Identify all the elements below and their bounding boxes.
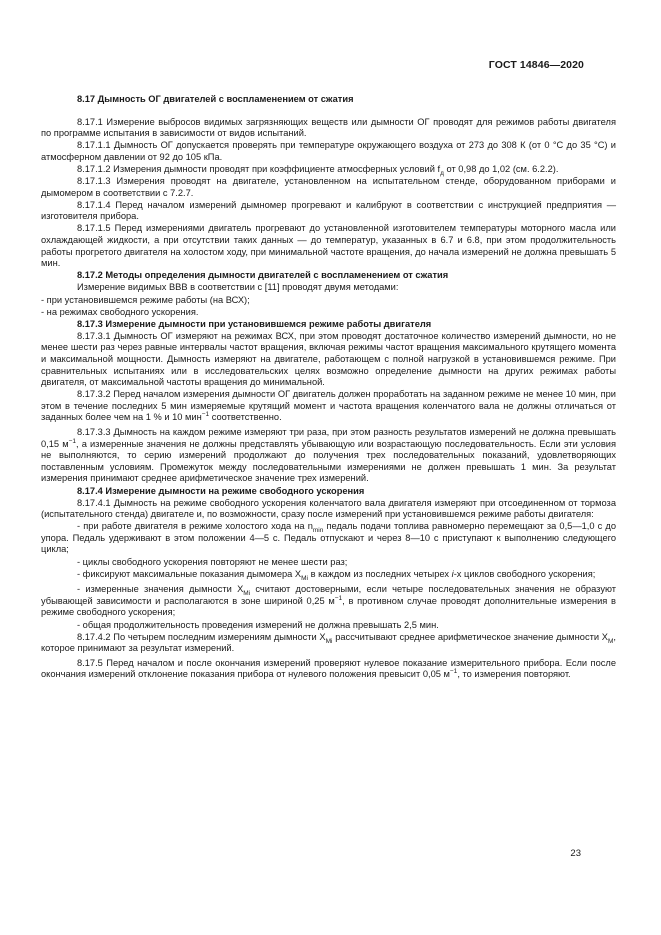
- subscript: M: [607, 637, 614, 645]
- document-code: ГОСТ 14846—2020: [488, 59, 584, 71]
- subscript: Mi: [243, 590, 251, 598]
- paragraph-8-17-3-2: [41, 389, 616, 424]
- paragraph-text-mid: в каждом из последних четырех: [307, 568, 452, 579]
- paragraph-8-17-4-1: 8.17.4.1 Дымность на режиме свободного ускорения коленчатого вала двигателя измеряют при отсоединенном от тормоза (испытательного стенда) двигателе и, по возможности, сразу после измерений при установившемся режиме работы двигателя:: [41, 497, 616, 520]
- paragraph-text-tail: , а измеренные значения не должны представлять убывающую или возрастающую последовательность. Если эти условия не выполняются, то серию измерений продолжают до получения трех последовательных показаний, удовлетворяющих поставленным условиям. Промежуток между последовательными измерениями не должен превышать 1 мин. За результат измерения принимают среднее арифметическое значение трех измерений.: [41, 438, 616, 484]
- paragraph-8-17-1-1: 8.17.1.1 Дымность ОГ допускается проверять при температуре окружающего воздуха от 273 до 308 К (от 0 °С до 35 °С) и атмосферном давлении от 92 до 105 кПа.: [41, 140, 616, 162]
- paragraph-methods-intro: Измерение видимых ВВВ в соответствии с [11] проводят двумя методами:: [77, 282, 399, 293]
- paragraph-text: 8.17.3.3 Дымность на каждом режиме измеряют три раза, при этом разность результатов измерений не должна превышать 0,15 м: [41, 427, 616, 449]
- paragraph-text-mid: рассчитывают среднее арифметическое значение дымности X: [332, 631, 608, 642]
- paragraph-text: 8.17.5 Перед началом и после окончания измерений проверяют нулевое показание измерительного прибора. Если после окончания измерений отклонение показания прибора от нулевого положения превысит 0,05 м: [41, 657, 616, 680]
- paragraph-8-17-1-4: 8.17.1.4 Перед началом измерений дымномер прогревают и калибруют в соответствии с инструкцией предприятия — изготовителя прибора.: [41, 199, 616, 222]
- paragraph-text: - при работе двигателя в режиме холостого хода на n: [77, 521, 313, 532]
- subscript: д: [440, 169, 444, 177]
- list-item-method-1: - при установившемся режиме работы (на ВСХ);: [41, 294, 250, 305]
- paragraph-8-17-1: 8.17.1 Измерение выбросов видимых загрязняющих веществ или дымности ОГ проводят для режимов работы двигателя по программе испытания в зависимости от видов испытаний.: [41, 116, 616, 139]
- superscript: −1: [449, 668, 458, 676]
- section-heading-8-17-3: 8.17.3 Измерение дымности при установившемся режиме работы двигателя: [77, 318, 432, 329]
- paragraph-text-tail: , которое принимают за результат измерений.: [41, 631, 616, 654]
- paragraph-8-17-1-3: 8.17.1.3 Измерения проводят на двигателе, установленном на испытательном стенде, оборудованном приборами и дымомером в соответствии с 7.2.7.: [41, 176, 616, 198]
- paragraph-text-mid: считают достоверными, если четыре последовательных значения не образуют убывающей зависимости и располагаются в зоне шириной 0,25 м: [41, 584, 616, 606]
- paragraph-text-tail: соответственно.: [209, 412, 282, 423]
- paragraph-text-tail: от 0,98 до 1,02 (см. 6.2.2).: [443, 163, 559, 174]
- paragraph-text: 8.17.4.2 По четырем последним измерениям дымности X: [77, 631, 326, 642]
- superscript: −1: [334, 594, 343, 602]
- paragraph-text: 8.17.1.2 Измерения дымности проводят при коэффициенте атмосферных условий f: [77, 163, 441, 174]
- document-body: [41, 94, 616, 682]
- superscript: −1: [68, 437, 77, 445]
- subscript: Mi: [325, 637, 333, 645]
- list-item-duration: - общая продолжительность проведения измерений не должна превышать 2,5 мин.: [77, 619, 439, 630]
- paragraph-8-17-1-5: 8.17.1.5 Перед измерениями двигатель прогревают до установленной изготовителем температуры моторного масла или охлаждающей жидкости, а при отсутствии таких данных — до температур, указанных в 6.7 и 6.8, при этом продолжительность работы прогретого двигателя на холостом ходу, при минимальной частоте вращения, до начала измерений не должна превышать 5 мин.: [41, 223, 616, 269]
- paragraph-8-17-3-3: [41, 427, 616, 485]
- paragraph-text-tail: , то измерения повторяют.: [457, 669, 571, 680]
- section-heading-8-17: 8.17 Дымность ОГ двигателей с воспламенением от сжатия: [77, 94, 354, 104]
- list-item-valid-values: [41, 584, 616, 619]
- list-item-idle-cycle: [41, 521, 616, 556]
- list-item-method-2: - на режимах свободного ускорения.: [41, 306, 199, 317]
- paragraph-8-17-3-1: 8.17.3.1 Дымность ОГ измеряют на режимах ВСХ, при этом проводят достаточное количество измерений дымности, но не менее шести раз через равные интервалы частот вращения, включая режимы частот вращения максимального крутящего момента и максимальной мощности. Дымность измеряют на двигателе, работающем с полной нагрузкой в установившемся режиме. При сравнительных испытаниях или в исследовательских целях возможно определение дымности на других режимах работы двигателя, от максимальной частоты вращения до минимальной.: [41, 330, 616, 388]
- subscript: min: [312, 527, 324, 535]
- subscript: Mi: [301, 574, 308, 582]
- paragraph-text: - фиксируют максимальные показания дымомера X: [77, 568, 302, 579]
- paragraph-text: - измеренные значения дымности X: [77, 584, 244, 595]
- paragraph-text-tail: , в противном случае проводят дополнительные измерения в режиме свободного ускорения;: [41, 595, 616, 618]
- superscript: −1: [201, 411, 210, 419]
- section-heading-8-17-2: 8.17.2 Методы определения дымности двигателей с воспламенением от сжатия: [77, 270, 449, 281]
- paragraph-text: 8.17.3.2 Перед началом измерения дымности ОГ двигатель должен проработать на заданном режиме не менее 10 мин, при этом в течение последних 5 мин измеряемые крутящий момент и частота вращения коленчатого вала не должны отличаться от заданных более чем на 1 % и 10 мин: [41, 389, 616, 423]
- section-heading-8-17-4: 8.17.4 Измерение дымности на режиме свободного ускорения: [77, 485, 365, 496]
- list-item-record-max: [41, 569, 616, 581]
- page-number: 23: [570, 848, 581, 859]
- paragraph-8-17-5: [41, 658, 616, 681]
- paragraph-text-tail: педаль подачи топлива равномерно перемещают за 0,5—1,0 с до упора. Педаль удерживают в этом положении 4—5 с. Педаль отпускают и через 8—10 с приступают к выполнению следующего цикла;: [41, 521, 616, 555]
- paragraph-text-tail: -х циклов свободного ускорения;: [453, 568, 596, 579]
- italic-index: i: [451, 568, 454, 579]
- paragraph-8-17-1-2: [41, 164, 616, 176]
- paragraph-8-17-4-2: [41, 632, 616, 655]
- list-item-cycles-repeat: - циклы свободного ускорения повторяют не менее шести раз;: [77, 556, 348, 567]
